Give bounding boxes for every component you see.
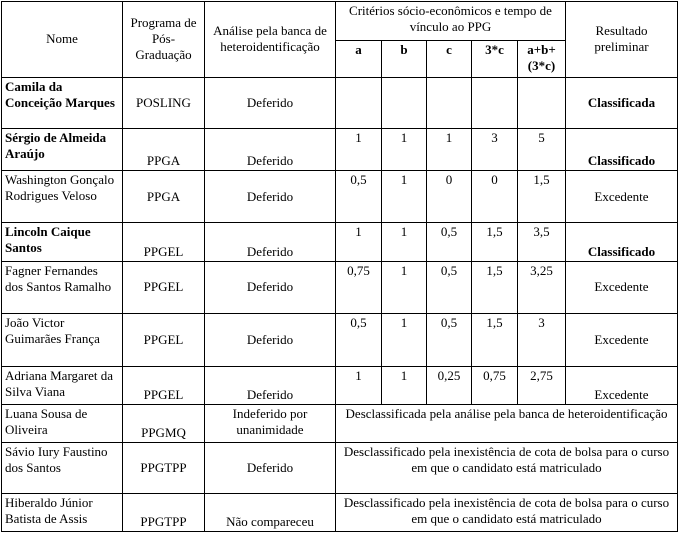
table-row (2, 313, 678, 366)
cell-programa: PPGA (123, 129, 205, 171)
cell-b: 1 (382, 223, 427, 262)
cell-nome: Luana Sousa de Oliveira (2, 404, 123, 442)
cell-sum: 1,5 (518, 171, 566, 223)
cell-nome: Sávio Iury Faustino dos Santos (2, 442, 123, 493)
header-col-3c: 3*c (472, 40, 518, 77)
header-resultado: Resultado preliminar (566, 2, 678, 78)
cell-analise: Deferido (205, 262, 336, 313)
cell-programa: PPGA (123, 171, 205, 223)
cell-resultado: Excedente (566, 313, 678, 366)
header-criterios: Critérios sócio-econômicos e tempo de vínculo ao PPG (336, 2, 566, 41)
table-row (2, 262, 678, 313)
table-row (2, 129, 678, 171)
cell-analise: Deferido (205, 171, 336, 223)
cell-resultado: Classificado (566, 223, 678, 262)
cell-a: 0,5 (336, 313, 382, 366)
cell-sum: 5 (518, 129, 566, 171)
cell-resultado: Classificado (566, 129, 678, 171)
cell-programa: POSLING (123, 77, 205, 128)
table-row (2, 404, 678, 442)
table-row (2, 442, 678, 493)
cell-b: 1 (382, 313, 427, 366)
cell-programa: PPGEL (123, 313, 205, 366)
cell-programa: PPGEL (123, 262, 205, 313)
header-row (2, 2, 678, 41)
cell-analise: Indeferido por unanimidade (205, 404, 336, 442)
table-row (2, 223, 678, 262)
cell-analise: Não compareceu (205, 493, 336, 531)
cell-c: 0,5 (427, 313, 472, 366)
cell-sum (518, 77, 566, 128)
cell-a: 0,5 (336, 171, 382, 223)
cell-programa: PPGEL (123, 223, 205, 262)
cell-3c: 0 (472, 171, 518, 223)
cell-a (336, 77, 382, 128)
cell-analise: Deferido (205, 313, 336, 366)
cell-a: 0,75 (336, 262, 382, 313)
cell-analise: Deferido (205, 223, 336, 262)
cell-sum: 3,5 (518, 223, 566, 262)
cell-b: 1 (382, 366, 427, 404)
header-analise: Análise pela banca de heteroidentificação (205, 2, 336, 78)
cell-resultado: Classificada (566, 77, 678, 128)
cell-analise: Deferido (205, 129, 336, 171)
cell-a: 1 (336, 223, 382, 262)
cell-nome: Hiberaldo Júnior Batista de Assis (2, 493, 123, 531)
header-programa: Programa de Pós-Graduação (123, 2, 205, 78)
cell-resultado: Excedente (566, 171, 678, 223)
cell-c: 1 (427, 129, 472, 171)
header-col-sum: a+b+(3*c) (518, 40, 566, 77)
cell-analise: Deferido (205, 77, 336, 128)
cell-programa: PPGTPP (123, 493, 205, 531)
cell-nome: Camila da Conceição Marques (2, 77, 123, 128)
cell-merged-status: Desclassificada pela análise pela banca de heteroidentificação (336, 404, 678, 442)
cell-3c: 3 (472, 129, 518, 171)
cell-resultado: Excedente (566, 366, 678, 404)
cell-programa: PPGEL (123, 366, 205, 404)
results-table (1, 1, 678, 532)
cell-3c: 1,5 (472, 223, 518, 262)
cell-analise: Deferido (205, 442, 336, 493)
table-row (2, 77, 678, 128)
cell-nome: Sérgio de Almeida Araújo (2, 129, 123, 171)
header-col-c: c (427, 40, 472, 77)
cell-programa: PPGTPP (123, 442, 205, 493)
cell-nome: Washington Gonçalo Rodrigues Veloso (2, 171, 123, 223)
cell-nome: Adriana Margaret da Silva Viana (2, 366, 123, 404)
cell-b: 1 (382, 262, 427, 313)
cell-c: 0,5 (427, 223, 472, 262)
cell-programa: PPGMQ (123, 404, 205, 442)
cell-sum: 3 (518, 313, 566, 366)
cell-c (427, 77, 472, 128)
table-row (2, 366, 678, 404)
header-nome: Nome (2, 2, 123, 78)
header-col-a: a (336, 40, 382, 77)
cell-c: 0,25 (427, 366, 472, 404)
table-row (2, 171, 678, 223)
header-col-b: b (382, 40, 427, 77)
cell-merged-status: Desclassificado pela inexistência de cota de bolsa para o curso em que o candidato está matriculado (336, 442, 678, 493)
cell-nome: Fagner Fernandes dos Santos Ramalho (2, 262, 123, 313)
cell-b: 1 (382, 129, 427, 171)
cell-c: 0,5 (427, 262, 472, 313)
cell-b (382, 77, 427, 128)
cell-sum: 3,25 (518, 262, 566, 313)
cell-resultado: Excedente (566, 262, 678, 313)
cell-c: 0 (427, 171, 472, 223)
cell-sum: 2,75 (518, 366, 566, 404)
cell-3c (472, 77, 518, 128)
cell-merged-status: Desclassificado pela inexistência de cota de bolsa para o curso em que o candidato está matriculado (336, 493, 678, 531)
cell-3c: 1,5 (472, 262, 518, 313)
cell-b: 1 (382, 171, 427, 223)
cell-a: 1 (336, 129, 382, 171)
cell-a: 1 (336, 366, 382, 404)
cell-nome: João Victor Guimarães França (2, 313, 123, 366)
cell-nome: Lincoln Caique Santos (2, 223, 123, 262)
cell-analise: Deferido (205, 366, 336, 404)
cell-3c: 1,5 (472, 313, 518, 366)
table-row (2, 493, 678, 531)
cell-3c: 0,75 (472, 366, 518, 404)
